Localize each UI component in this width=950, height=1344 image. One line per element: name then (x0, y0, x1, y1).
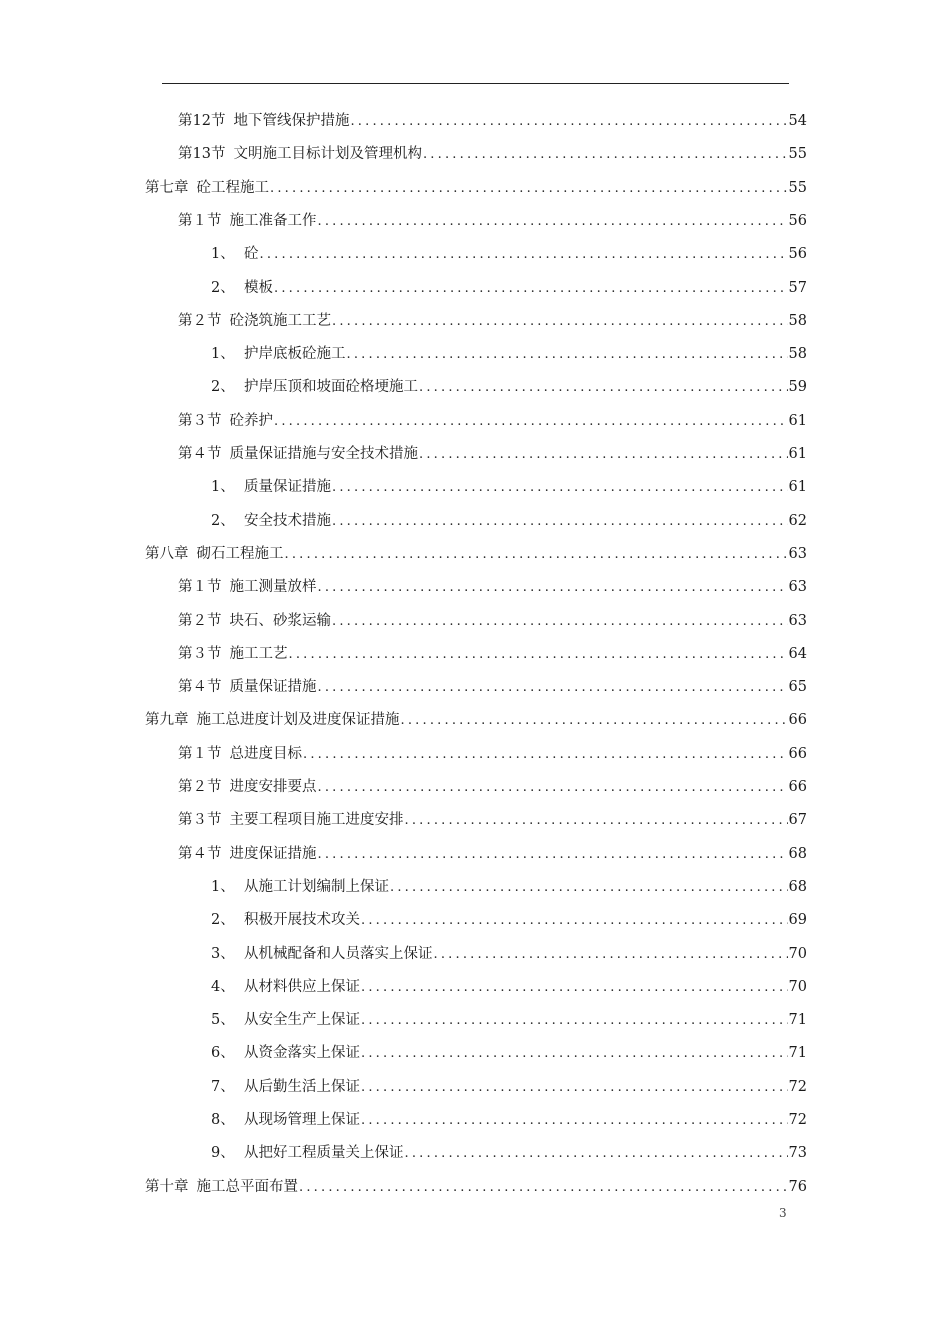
toc-dot-leader (260, 238, 788, 271)
toc-entry-label (211, 272, 273, 305)
toc-dot-leader (405, 1137, 788, 1170)
toc-entry-page: 71 (788, 1045, 807, 1062)
toc-entry-page: 68 (788, 878, 807, 895)
toc-entry-label (178, 771, 317, 804)
toc-entry-title: 从机械配备和人员落实上保证 (244, 945, 433, 962)
toc-entry-page: 61 (788, 412, 807, 429)
toc-entry-label (178, 105, 349, 138)
toc-entry-title: 从施工计划编制上保证 (244, 878, 389, 895)
toc-entry-number: 第４节 (178, 446, 222, 462)
toc-subsection[interactable] (211, 371, 807, 404)
toc-subsection[interactable] (211, 338, 807, 371)
toc-entry-label (178, 571, 317, 604)
toc-entry-title: 总进度目标 (229, 745, 302, 762)
toc-entry-number: 8、 (211, 1112, 235, 1128)
toc-entry-title: 施工测量放样 (229, 579, 317, 596)
toc-entry-page: 57 (788, 279, 807, 296)
toc-section[interactable] (178, 138, 807, 171)
toc-dot-leader (318, 838, 788, 871)
toc-dot-leader (332, 505, 788, 538)
toc-entry-label (211, 471, 331, 504)
toc-subsection[interactable] (211, 871, 807, 904)
toc-dot-leader (361, 1004, 788, 1037)
toc-entry-page: 62 (788, 512, 807, 529)
toc-entry-title: 安全技术措施 (244, 512, 331, 529)
toc-dot-leader (419, 438, 788, 471)
toc-entry-number: 2、 (211, 512, 235, 529)
toc-section[interactable] (178, 738, 807, 771)
toc-entry-page: 66 (788, 779, 807, 795)
toc-entry-number: 第１节 (178, 212, 222, 229)
toc-entry-label (178, 838, 317, 871)
toc-entry-title: 主要工程项目施工进度安排 (229, 812, 404, 829)
toc-entry-title: 砼养护 (229, 412, 273, 429)
toc-entry-number: 第十章 (145, 1178, 189, 1195)
toc-entry-page: 68 (788, 845, 807, 862)
toc-entry-number: 第２节 (178, 612, 222, 629)
toc-entry-title: 从后勤生活上保证 (244, 1078, 360, 1095)
toc-entry-page: 70 (788, 945, 807, 962)
toc-entry-number: 第３节 (178, 812, 222, 829)
toc-subsection[interactable] (211, 904, 807, 937)
toc-entry-page: 63 (788, 612, 807, 629)
toc-entry-number: 第七章 (145, 179, 189, 196)
toc-dot-leader (332, 471, 788, 504)
header-rule (162, 83, 789, 84)
toc-dot-leader (285, 538, 788, 571)
toc-entry-title: 进度安排要点 (229, 779, 317, 795)
toc-section[interactable] (178, 405, 807, 438)
toc-entry-title: 施工工艺 (229, 645, 288, 662)
toc-entry-label (211, 505, 331, 538)
toc-entry-title: 施工总进度计划及进度保证措施 (196, 712, 400, 729)
toc-entry-page: 58 (788, 312, 807, 329)
toc-entry-label (178, 305, 331, 338)
toc-entry-number: 第１节 (178, 579, 222, 596)
toc-subsection[interactable] (211, 938, 807, 971)
toc-dot-leader (318, 671, 788, 704)
toc-dot-leader (361, 1071, 788, 1104)
toc-entry-page: 71 (788, 1012, 807, 1029)
toc-entry-title: 施工准备工作 (229, 212, 317, 229)
toc-entry-title: 砌石工程施工 (196, 545, 284, 562)
toc-dot-leader (434, 938, 788, 971)
toc-dot-leader (361, 904, 788, 937)
toc-entry-page: 58 (788, 346, 807, 363)
toc-chapter[interactable] (145, 1171, 807, 1204)
toc-section[interactable] (178, 205, 807, 238)
toc-entry-number: 第八章 (145, 545, 189, 562)
toc-entry-label (145, 1171, 298, 1204)
toc-entry-number: 第13节 (178, 146, 226, 163)
toc-section[interactable] (178, 105, 807, 138)
toc-subsection[interactable] (211, 471, 807, 504)
toc-entry-number: 1、 (211, 346, 235, 363)
toc-subsection[interactable] (211, 1104, 807, 1137)
toc-entry-page: 55 (788, 179, 807, 196)
toc-entry-number: 第２节 (178, 779, 222, 795)
toc-entry-title: 从安全生产上保证 (244, 1012, 360, 1029)
toc-entry-page: 59 (788, 379, 807, 396)
toc-entry-number: 2、 (211, 279, 235, 296)
toc-entry-page: 72 (788, 1078, 807, 1095)
toc-section[interactable] (178, 771, 807, 804)
toc-dot-leader (347, 338, 788, 371)
toc-section[interactable] (178, 305, 807, 338)
toc-dot-leader (318, 771, 788, 804)
toc-entry-label (178, 738, 302, 771)
toc-dot-leader (419, 371, 788, 404)
toc-dot-leader (423, 138, 788, 171)
toc-entry-title: 地下管线保护措施 (233, 113, 350, 129)
toc-entry-label (178, 138, 422, 171)
toc-entry-page: 76 (788, 1178, 807, 1195)
toc-entry-title: 积极开展技术攻关 (244, 912, 360, 929)
toc-subsection[interactable] (211, 272, 807, 305)
toc-subsection[interactable] (211, 1004, 807, 1037)
toc-entry-number: 2、 (211, 912, 235, 929)
toc-chapter[interactable] (145, 172, 807, 205)
toc-entry-page: 67 (788, 812, 807, 829)
toc-entry-label (178, 804, 404, 837)
toc-entry-label (211, 904, 360, 937)
toc-entry-title: 护岸压顶和坡面砼格埂施工 (244, 379, 418, 396)
toc-dot-leader (274, 405, 788, 438)
toc-entry-number: 4、 (211, 978, 235, 995)
toc-entry-label (211, 338, 346, 371)
toc-entry-number: 1、 (211, 479, 235, 496)
toc-entry-title: 模板 (244, 279, 273, 296)
toc-dot-leader (332, 305, 788, 338)
toc-entry-page: 65 (788, 679, 807, 696)
toc-entry-number: 第２节 (178, 312, 222, 329)
toc-entry-page: 61 (788, 446, 807, 462)
toc-entry-page: 70 (788, 978, 807, 995)
toc-entry-number: 7、 (211, 1078, 235, 1095)
toc-entry-title: 文明施工目标计划及管理机构 (233, 146, 422, 163)
toc-entry-title: 护岸底板砼施工 (244, 346, 346, 363)
toc-entry-page: 63 (788, 579, 807, 596)
toc-entry-label (178, 205, 317, 238)
toc-entry-label (178, 605, 331, 638)
toc-section[interactable] (178, 605, 807, 638)
toc-entry-label (211, 1037, 360, 1070)
toc-subsection[interactable] (211, 238, 807, 271)
toc-section[interactable] (178, 638, 807, 671)
toc-entry-title: 砼 (244, 246, 259, 263)
toc-entry-number: 第九章 (145, 712, 189, 729)
toc-dot-leader (299, 1171, 788, 1204)
toc-entry-title: 从资金落实上保证 (244, 1045, 360, 1062)
toc-entry-number: 3、 (211, 945, 235, 962)
toc-dot-leader (361, 1037, 788, 1070)
toc-entry-page: 72 (788, 1112, 807, 1128)
toc-entry-page: 56 (788, 246, 807, 263)
toc-entry-label (145, 538, 284, 571)
toc-entry-number: 第１节 (178, 745, 222, 762)
toc-entry-title: 从把好工程质量关上保证 (244, 1145, 404, 1162)
toc-subsection[interactable] (211, 505, 807, 538)
toc-entry-title: 质量保证措施 (244, 479, 331, 496)
toc-entry-label (211, 371, 418, 404)
toc-dot-leader (332, 605, 788, 638)
toc-dot-leader (390, 871, 788, 904)
toc-entry-label (178, 438, 418, 471)
toc-entry-title: 进度保证措施 (229, 845, 317, 862)
toc-entry-page: 69 (788, 912, 807, 929)
toc-entry-title: 块石、砂浆运输 (229, 612, 331, 629)
toc-dot-leader (361, 971, 788, 1004)
toc-entry-title: 施工总平面布置 (196, 1178, 298, 1195)
toc-entry-page: 54 (788, 113, 807, 129)
toc-entry-label (211, 871, 389, 904)
toc-dot-leader (303, 738, 788, 771)
toc-dot-leader (270, 172, 788, 205)
toc-dot-leader (318, 205, 788, 238)
toc-entry-label (178, 638, 288, 671)
toc-entry-page: 55 (788, 146, 807, 163)
toc-entry-label (145, 704, 400, 737)
toc-entry-title: 质量保证措施与安全技术措施 (229, 446, 418, 462)
toc-entry-title: 从材料供应上保证 (244, 978, 360, 995)
toc-subsection[interactable] (211, 1071, 807, 1104)
toc-dot-leader (361, 1104, 788, 1137)
toc-entry-number: 第３节 (178, 645, 222, 662)
toc-entry-page: 73 (788, 1145, 807, 1162)
toc-entry-page: 63 (788, 545, 807, 562)
toc-dot-leader (318, 571, 788, 604)
toc-entry-label (178, 405, 273, 438)
toc-entry-label (178, 671, 317, 704)
toc-entry-title: 质量保证措施 (229, 679, 317, 696)
toc-entry-number: 2、 (211, 379, 235, 396)
toc-entry-label (211, 938, 433, 971)
toc-entry-number: 第４节 (178, 679, 222, 696)
toc-entry-label (211, 238, 259, 271)
toc-dot-leader (350, 105, 787, 138)
toc-entry-label (211, 1104, 360, 1137)
toc-entry-label (211, 971, 360, 1004)
toc-entry-title: 砼工程施工 (196, 179, 269, 196)
toc-entry-page: 56 (788, 212, 807, 229)
toc-entry-number: 第３节 (178, 412, 222, 429)
toc-dot-leader (274, 272, 788, 305)
toc-section[interactable] (178, 804, 807, 837)
toc-entry-page: 66 (788, 712, 807, 729)
page-number: 3 (779, 1206, 787, 1220)
toc-entry-page: 66 (788, 745, 807, 762)
toc-chapter[interactable] (145, 704, 807, 737)
toc-entry-number: 第12节 (178, 113, 226, 129)
toc-entry-number: 9、 (211, 1145, 235, 1162)
toc-entry-page: 64 (788, 645, 807, 662)
toc-subsection[interactable] (211, 1037, 807, 1070)
toc-section[interactable] (178, 438, 807, 471)
toc-entry-number: 1、 (211, 878, 235, 895)
toc-entry-number: 5、 (211, 1012, 235, 1029)
toc-section[interactable] (178, 571, 807, 604)
toc-entry-title: 从现场管理上保证 (244, 1112, 360, 1128)
toc-dot-leader (401, 704, 788, 737)
toc-dot-leader (289, 638, 788, 671)
toc-entry-number: 6、 (211, 1045, 235, 1062)
toc-entry-page: 61 (788, 479, 807, 496)
toc-entry-label (211, 1004, 360, 1037)
toc-dot-leader (405, 804, 788, 837)
toc-entry-number: 第４节 (178, 845, 222, 862)
toc-entry-number: 1、 (211, 246, 235, 263)
toc-section[interactable] (178, 838, 807, 871)
toc-entry-title: 砼浇筑施工工艺 (229, 312, 331, 329)
toc-chapter[interactable] (145, 538, 807, 571)
toc-entry-label (211, 1071, 360, 1104)
toc-subsection[interactable] (211, 1137, 807, 1170)
toc-section[interactable] (178, 671, 807, 704)
toc-subsection[interactable] (211, 971, 807, 1004)
toc-entry-label (211, 1137, 404, 1170)
toc-entry-label (145, 172, 269, 205)
